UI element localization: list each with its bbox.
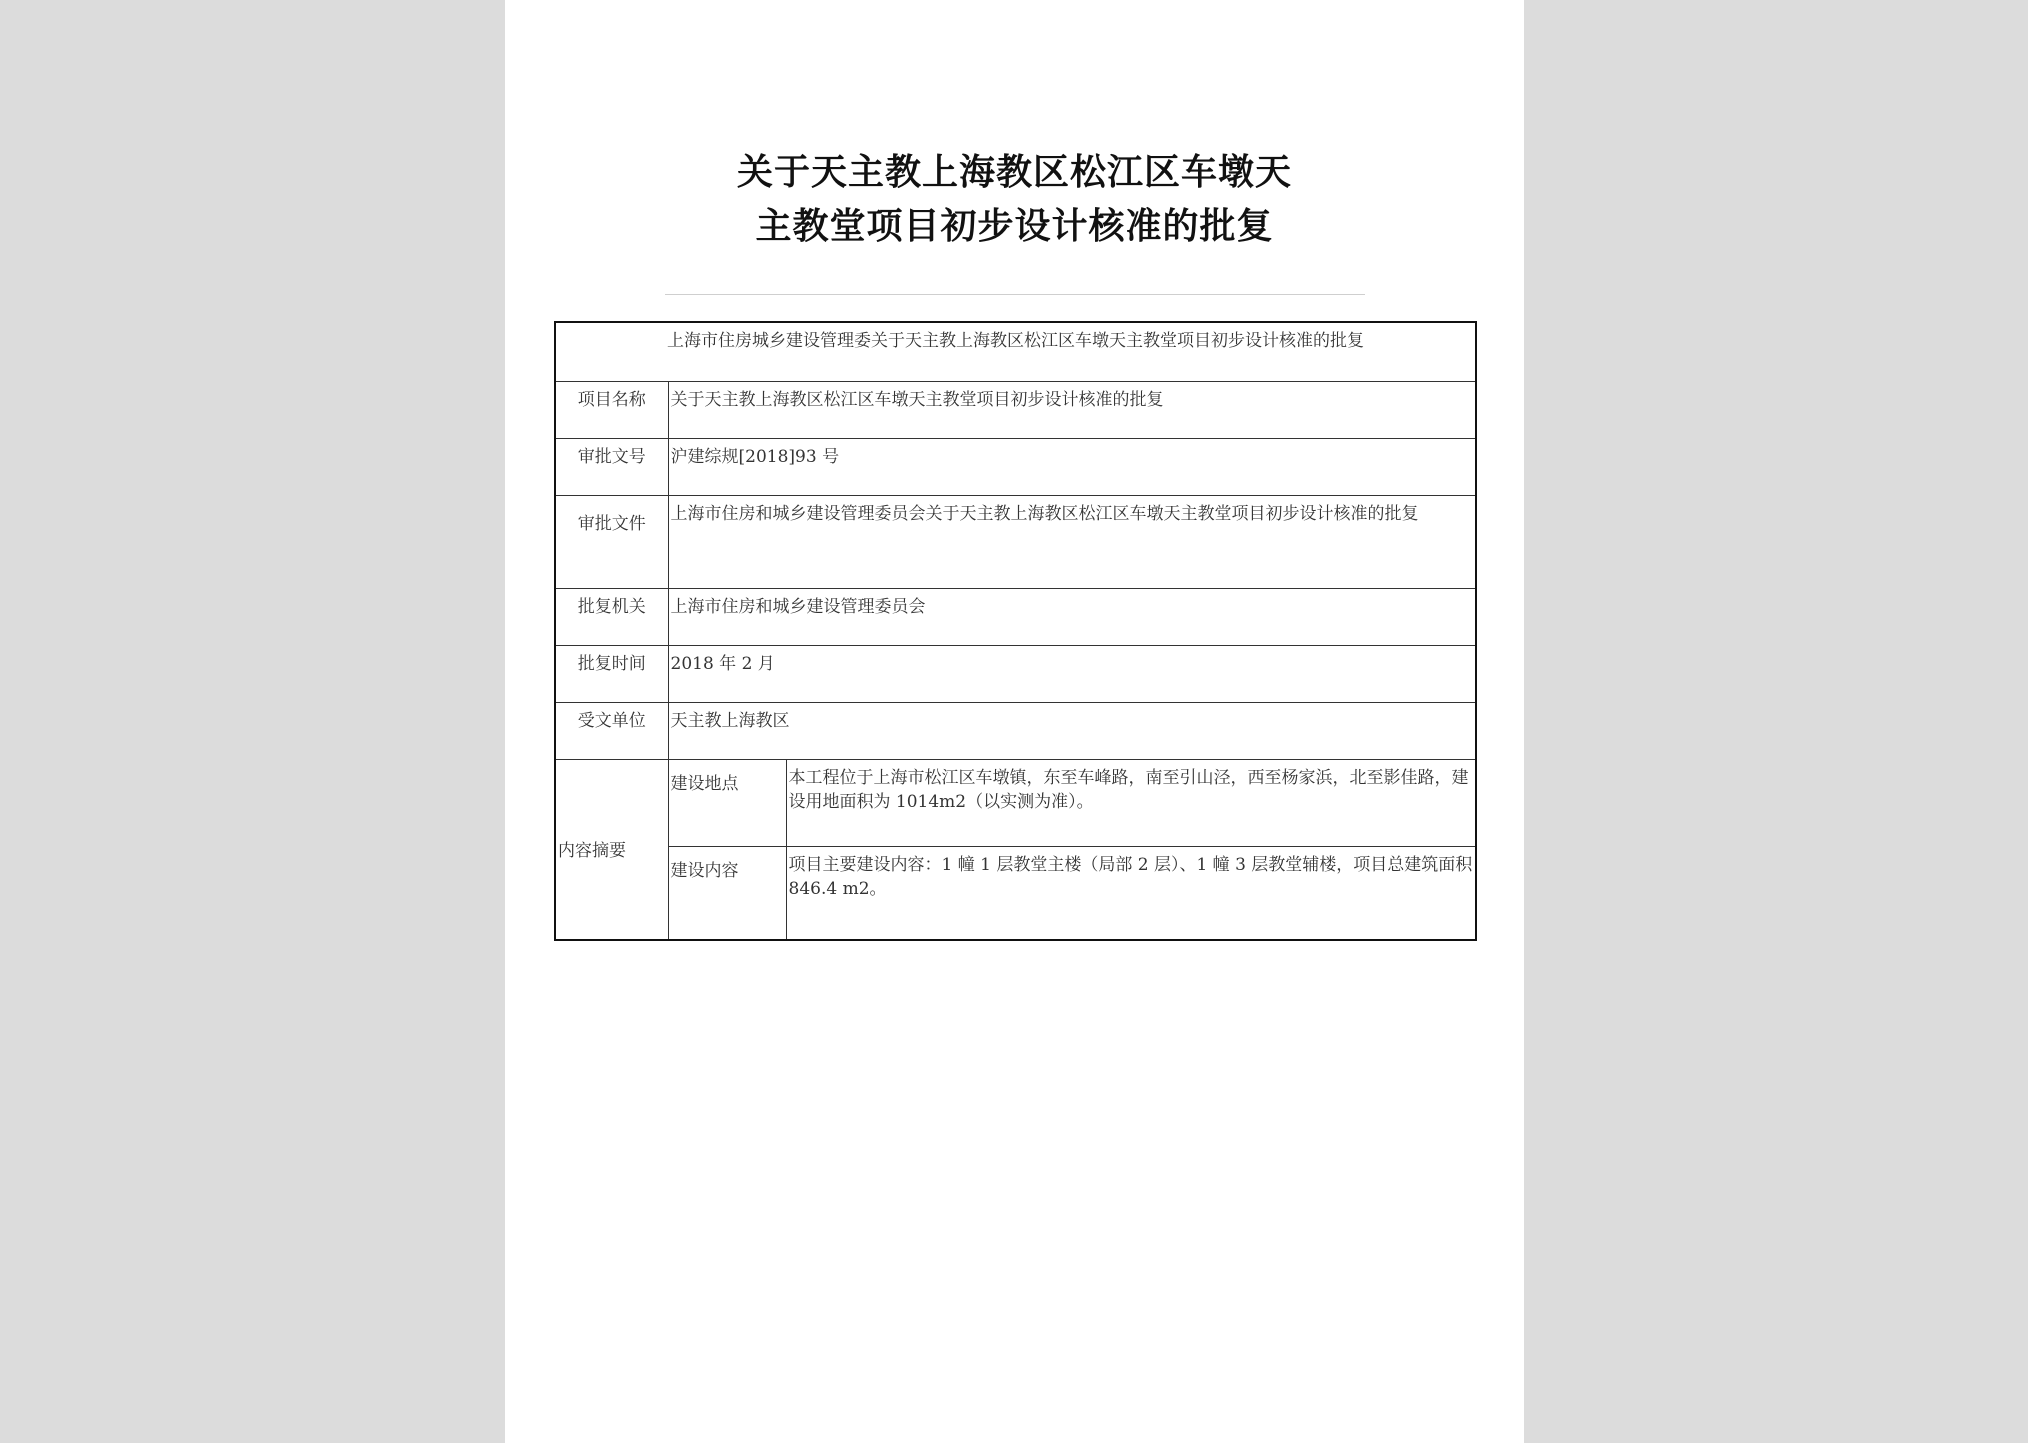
- table-row: [555, 496, 1476, 589]
- document-title: [505, 145, 1524, 253]
- row-label-recipient: 受文单位: [555, 703, 668, 760]
- row-value-approval-document: 上海市住房和城乡建设管理委员会关于天主教上海教区松江区车墩天主教堂项目初步设计核准的批复: [668, 496, 1476, 589]
- table-row: [555, 589, 1476, 646]
- row-label-approval-date: 批复时间: [555, 646, 668, 703]
- row-value-approving-authority: 上海市住房和城乡建设管理委员会: [668, 589, 1476, 646]
- table-header: 上海市住房城乡建设管理委关于天主教上海教区松江区车墩天主教堂项目初步设计核准的批复: [555, 322, 1476, 382]
- row-label-approval-number: 审批文号: [555, 439, 668, 496]
- table-row: [555, 646, 1476, 703]
- row-value-approval-number: 沪建综规[2018]93 号: [668, 439, 1476, 496]
- title-line-1: 关于天主教上海教区松江区车墩天: [736, 151, 1292, 193]
- table-row: [555, 382, 1476, 439]
- row-label-summary: 内容摘要: [555, 760, 668, 941]
- document-page: [505, 0, 1524, 1443]
- row-label-approving-authority: 批复机关: [555, 589, 668, 646]
- row-label-project-name: 项目名称: [555, 382, 668, 439]
- table-row: [555, 760, 1476, 847]
- summary-value-content: 项目主要建设内容：1 幢 1 层教堂主楼（局部 2 层）、1 幢 3 层教堂辅楼，项目总建筑面积 846.4 m2。: [786, 847, 1476, 941]
- row-value-recipient: 天主教上海教区: [668, 703, 1476, 760]
- title-divider: [665, 294, 1365, 295]
- table-row: [555, 703, 1476, 760]
- summary-value-location: 本工程位于上海市松江区车墩镇，东至车峰路，南至引山泾，西至杨家浜，北至影佳路，建设用地面积为 1014m2（以实测为准）。: [786, 760, 1476, 847]
- table-row: [555, 439, 1476, 496]
- row-label-approval-document: 审批文件: [555, 496, 668, 589]
- summary-label-location: 建设地点: [668, 760, 786, 847]
- row-value-approval-date: 2018 年 2 月: [668, 646, 1476, 703]
- table-header-row: [555, 322, 1476, 382]
- approval-info-table: [554, 321, 1477, 941]
- summary-label-content: 建设内容: [668, 847, 786, 941]
- title-line-2: 主教堂项目初步设计核准的批复: [755, 205, 1274, 247]
- row-value-project-name: 关于天主教上海教区松江区车墩天主教堂项目初步设计核准的批复: [668, 382, 1476, 439]
- table-row: [555, 847, 1476, 941]
